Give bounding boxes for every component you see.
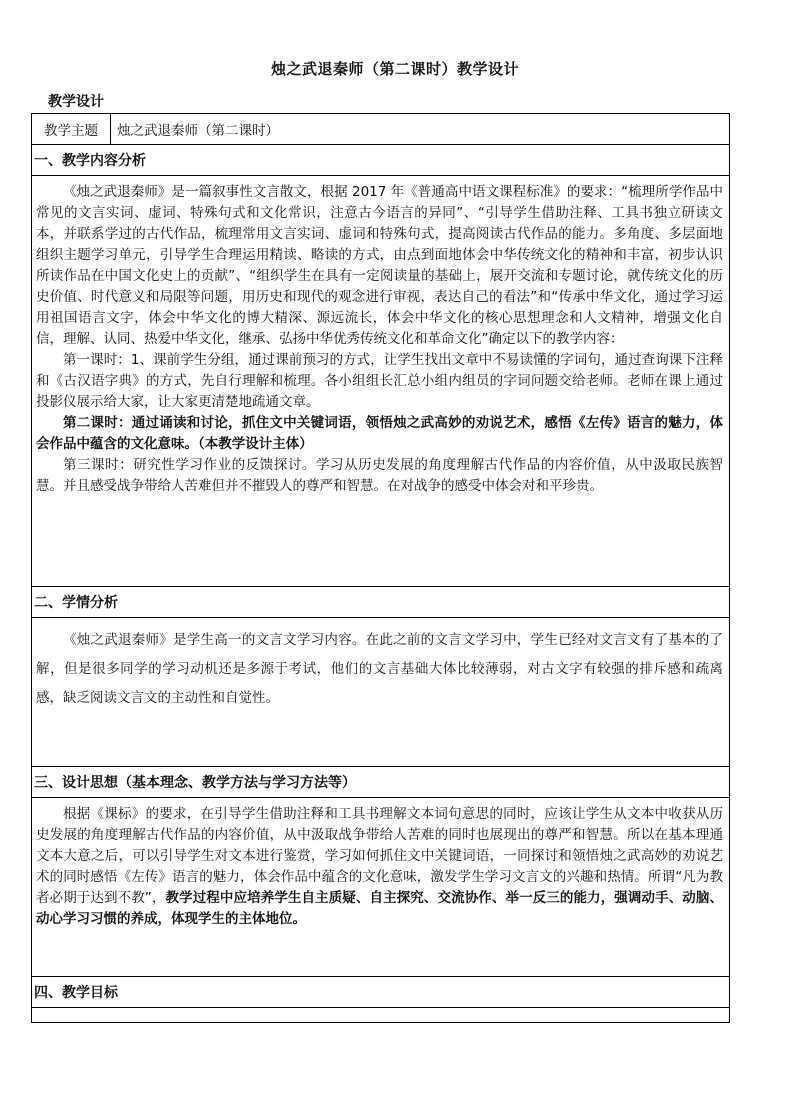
topic-label: 教学主题	[32, 114, 111, 145]
section3-heading: 三、设计思想（基本理念、教学方法与学习方法等）	[32, 767, 730, 798]
section1-paragraph-1: 《烛之武退秦师》是一篇叙事性文言散文，根据 2017 年《普通高中语文课程标准》的要求：“梳理所学作品中常见的文言实词、虚词、特殊句式和文化常识，注意古今语言的异同”、“引导学生借助注释、工具书独立研读文本，并联系学过的古代作品，梳理常用文言实词、虚词和特殊句式，提高阅读古代作品的能力。多角度、多层面地组织主题学习单元，引导学生合理运用精读、略读的方式，由点到面地体会中华传统文化的精神和丰富，初步认识所读作品在中国文化史上的贡献”、“组织学生在具有一定阅读量的基础上，展开交流和专题讨论，就传统文化的历史价值、时代意义和局限等问题，用历史和现代的观念进行审视，表达自己的看法”和“传承中华文化，通过学习运用祖国语言文字，体会中华文化的博大精深、源远流长，体会中华文化的核心思想理念和人文精神，增强文化自信，理解、认同、热爱中华文化，继承、弘扬中华优秀传统文化和革命文化”确定以下的教学内容：	[36, 184, 723, 347]
section1-body-row	[32, 176, 730, 587]
section3-text: 根据《课标》的要求，在引导学生借助注释和工具书理解文本词句意思的同时，应该让学生从文本中收获从历史发展的角度理解古代作品的内容价值，从中汲取战争带给人苦难的同时也展现出的尊严和智慧。所以在基本理通文本大意之后，可以引导学生对文本进行鉴赏，学习如何抓住文中关键词语，一同探讨和领悟烛之武高妙的劝说艺术的同时感悟《左传》语言的魅力，体会作品中蕴含的文化意味，激发学生学习文言文的兴趣和热情。所谓“凡为教者必期于达到不教”，	[36, 806, 723, 906]
section1-paragraph-2: 第一课时：1、课前学生分组，通过课前预习的方式，让学生找出文章中不易读懂的字词句，通过查询课下注释和《古汉语字典》的方式，先自行理解和梳理。各小组组长汇总小组内组员的字词问题交给老师。老师在课上通过投影仪展示给大家，让大家更清楚地疏通文章。	[36, 352, 723, 410]
section2-heading: 二、学情分析	[32, 587, 730, 618]
section1-paragraph-4: 第三课时：研究性学习作业的反馈探讨。学习从历史发展的角度理解古代作品的内容价值，从中汲取民族智慧。并且感受战争带给人苦难但并不摧毁人的尊严和智慧。在对战争的感受中体会对和平珍贵。	[36, 457, 723, 494]
section1-heading-row	[32, 145, 730, 176]
section2-body-row	[32, 618, 730, 767]
design-table	[31, 113, 730, 1023]
section2-paragraph-1: 《烛之武退秦师》是学生高一的文言文学习内容。在此之前的文言文学习中，学生已经对文言文有了基本的了解，但是很多同学的学习动机还是多源于考试，他们的文言基础大体比较薄弱，对古文字有较强的排斥感和疏离感，缺乏阅读文言文的主动性和自觉性。	[36, 632, 723, 706]
section4-body	[32, 1008, 730, 1023]
subtitle: 教学设计	[48, 94, 104, 110]
section4-heading-row	[32, 977, 730, 1008]
section2-body	[32, 618, 730, 767]
section2-heading-row	[32, 587, 730, 618]
section3-body	[32, 798, 730, 977]
section4-body-row	[32, 1008, 730, 1023]
document-title: 烛之武退秦师（第二课时）教学设计	[270, 60, 519, 78]
section3-heading-row	[32, 767, 730, 798]
section3-bold-text: 教学过程中应培养学生自主质疑、自主探究、交流协作、举一反三的能力，强调动手、动脑、动心学习习惯的养成，体现学生的主体地位。	[36, 890, 723, 927]
section3-paragraph-1	[36, 804, 723, 930]
topic-value: 烛之武退秦师（第二课时）	[111, 114, 730, 145]
section1-heading: 一、教学内容分析	[32, 145, 730, 176]
section4-heading: 四、教学目标	[32, 977, 730, 1008]
topic-row	[32, 114, 730, 145]
section1-body	[32, 176, 730, 587]
section1-paragraph-3: 第二课时：通过诵读和讨论，抓住文中关键词语，领悟烛之武高妙的劝说艺术，感悟《左传》语言的魅力，体会作品中蕴含的文化意味。（本教学设计主体）	[36, 415, 723, 452]
section3-body-row	[32, 798, 730, 977]
